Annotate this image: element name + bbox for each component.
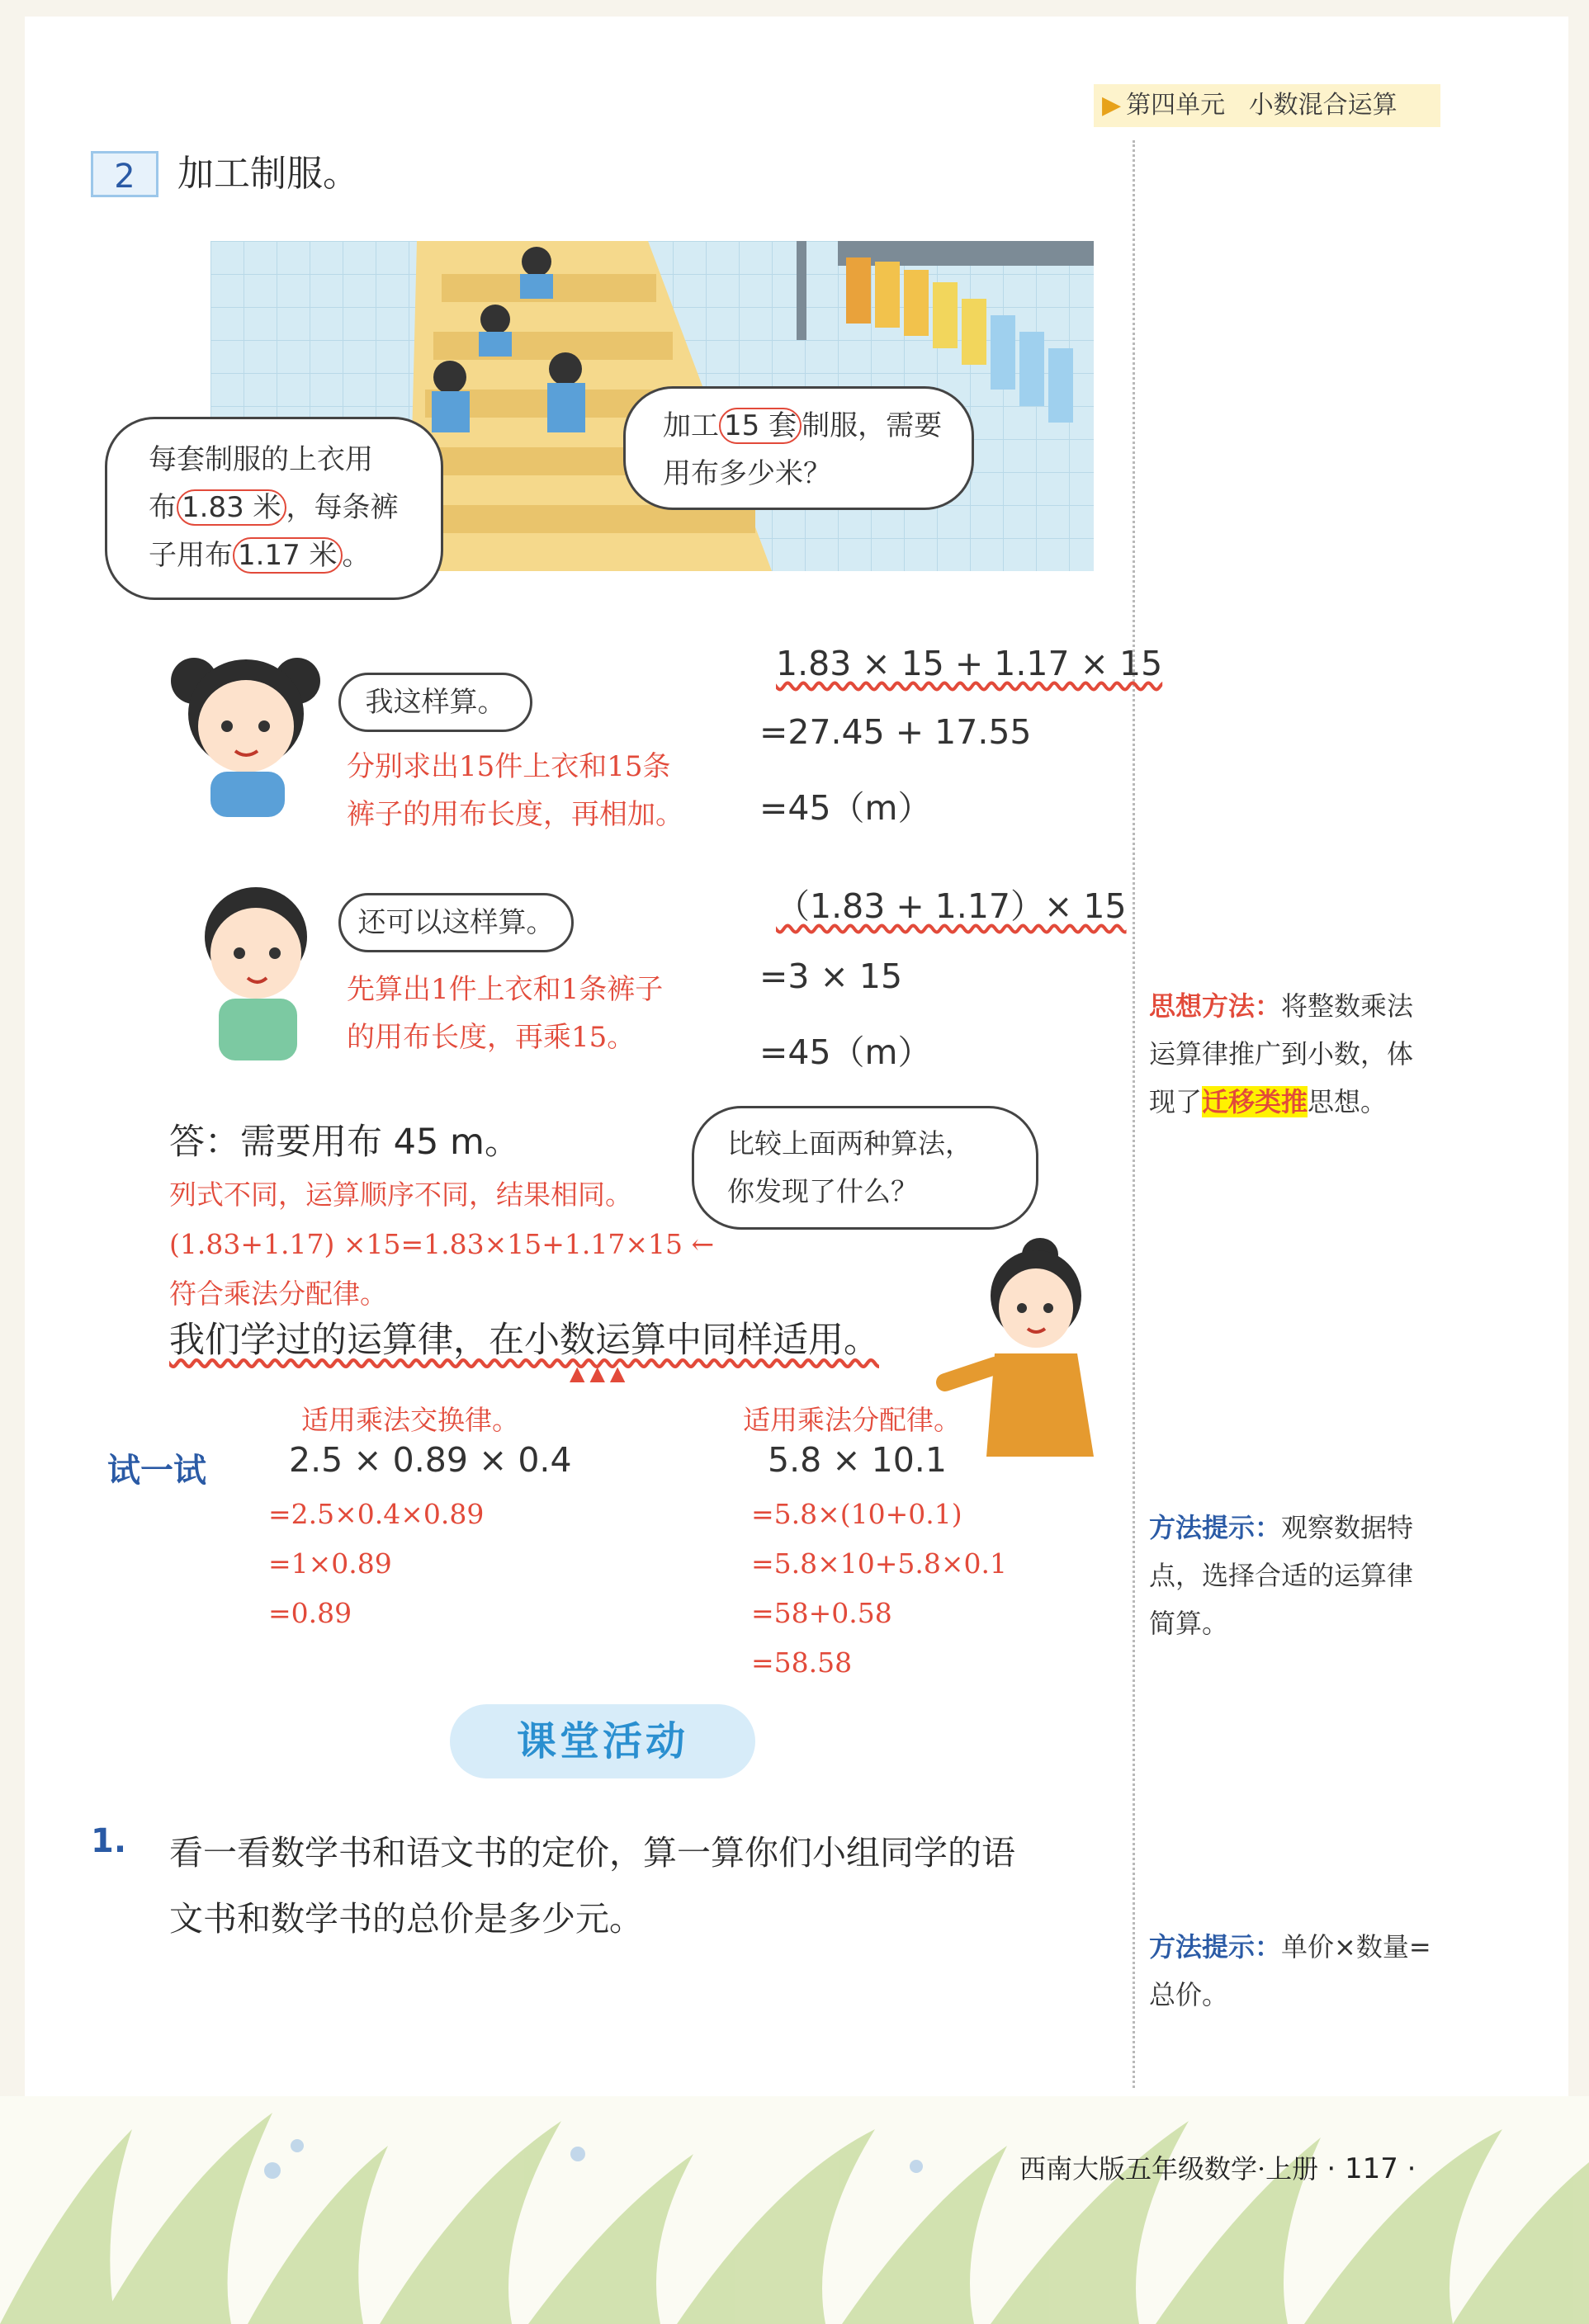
activity-text: 看一看数学书和语文书的定价，算一算你们小组同学的语 文书和数学书的总价是多少元。 [169, 1833, 1015, 1939]
sidenote-thinking-method: 思想方法：将整数乘法 运算律推广到小数，体 现了迁移类推思想。 [1149, 990, 1414, 1117]
bubble-left-line2: 布 1.83 米 ，每条裤 [149, 491, 399, 524]
highlight-1-83: 1.83 米 [177, 489, 286, 526]
page-number: · 117 · [1327, 2152, 1416, 2185]
highlighted-term: 迁移类推 [1202, 1086, 1308, 1117]
sidenote-method-tip-2: 方法提示：单价×数量= 总价。 [1149, 1931, 1431, 2010]
bubble-right-line1: 加工 15 套 制服，需要 [663, 409, 943, 442]
grass-decoration-svg [0, 2096, 1589, 2324]
method2-step1: （1.83 + 1.17）× 15 [776, 886, 1127, 926]
speech-bubble-right [623, 386, 974, 510]
try2-hint: 适用乘法分配律。 [743, 1404, 961, 1436]
observation-2: (1.83+1.17) ×15=1.83×15+1.17×15 ← [169, 1228, 715, 1260]
unit-header [1094, 84, 1440, 127]
class-activity-title: 课堂活动 [450, 1704, 755, 1778]
try1-hint: 适用乘法交换律。 [301, 1404, 519, 1436]
example-title: 加工制服。 [177, 153, 359, 195]
sidenote-method-tip-1: 方法提示：观察数据特 点，选择合适的运算律 简算。 [1149, 1512, 1414, 1639]
teacher-bubble: 比较上面两种算法， 你发现了什么？ [692, 1106, 1038, 1230]
try2-expression: 5.8 × 10.1 [768, 1440, 947, 1480]
method2-steps [759, 879, 1127, 1074]
boy-avatar [186, 875, 334, 1065]
observation-3: 符合乘法分配律。 [169, 1278, 387, 1310]
try2-steps: =5.8×(10+0.1) =5.8×10+5.8×0.1 =58+0.58 =58.58 [751, 1498, 1008, 1679]
method1-note: 分别求出15件上衣和15条 裤子的用布长度，再相加。 [347, 750, 683, 831]
answer-text: 答：需要用布 45 m。 [169, 1122, 520, 1163]
footer-book-title: 西南大版五年级数学·上册 · 117 · [1019, 2152, 1416, 2185]
try-it-label: 试一试 [107, 1452, 206, 1490]
bubble-left-line1: 每套制服的上衣用 [149, 443, 373, 476]
left-arrow-icon: ← [691, 1228, 715, 1260]
bubble-left-line3: 子用布 1.17 米 。 [149, 539, 371, 572]
conclusion-text: 我们学过的运算律，在小数运算中同样适用。 [169, 1320, 879, 1361]
method1-steps [759, 644, 1162, 829]
method1-speech: 我这样算。 [338, 673, 532, 732]
method1-step1: 1.83 × 15 + 1.17 × 15 [776, 644, 1163, 683]
speech-bubble-left [105, 417, 443, 600]
activity-number: 1. [91, 1822, 127, 1860]
method2-speech: 还可以这样算。 [338, 893, 574, 952]
method2-note: 先算出1件上衣和1条裤子 的用布长度，再乘15。 [347, 973, 664, 1054]
observation-1: 列式不同，运算顺序不同，结果相同。 [169, 1179, 632, 1211]
bubble-right-line2: 用布多少米？ [663, 457, 831, 490]
try1-expression: 2.5 × 0.89 × 0.4 [289, 1440, 572, 1480]
girl-avatar [165, 635, 330, 817]
method1-step2: =27.45 + 17.55 [759, 712, 1032, 752]
method2-step3: =45（m） [759, 1032, 932, 1072]
unit-topic: 小数混合运算 [1248, 91, 1397, 120]
method2-step2: =3 × 15 [759, 957, 903, 996]
grass-footer [0, 2096, 1589, 2324]
highlight-15-sets: 15 套 [719, 408, 802, 444]
method1-step3: =45（m） [759, 788, 932, 828]
triangle-marks: ▲▲▲ [570, 1362, 631, 1385]
observation-notes [169, 1170, 714, 1319]
unit-label: 第四单元 [1126, 91, 1226, 120]
play-arrow-icon: ▶ [1102, 91, 1122, 120]
example-number: 2 [91, 151, 158, 197]
margin-divider [1133, 140, 1135, 2088]
highlight-1-17: 1.17 米 [233, 537, 343, 574]
try1-steps: =2.5×0.4×0.89 =1×0.89 =0.89 [268, 1498, 485, 1629]
